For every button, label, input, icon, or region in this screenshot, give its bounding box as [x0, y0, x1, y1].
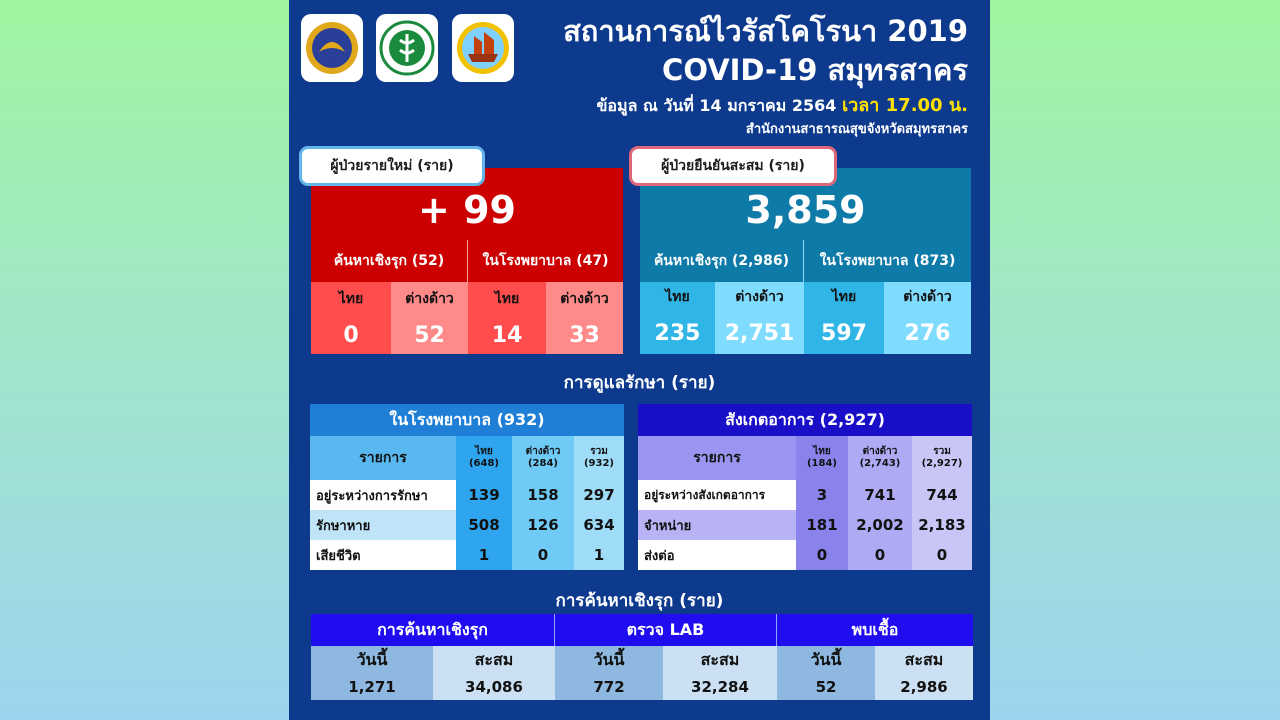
observe-row-label: ส่งต่อ [644, 548, 675, 564]
new-hospital: ในโรงพยาบาล (47) [468, 240, 623, 282]
new-foreign-label-2: ต่างด้าว [560, 291, 609, 307]
cum-value-foreign-hospital: 276 [904, 320, 951, 346]
observe-row-label: อยู่ระหว่างสังเกตอาการ [644, 487, 766, 502]
cum-foreign-label-2: ต่างด้าว [903, 289, 952, 305]
new-thai-label-2: ไทย [494, 291, 520, 307]
new-foreign-label: ต่างด้าว [405, 291, 454, 307]
hospital-cell: 1 [478, 546, 490, 564]
hospital-table-title: ในโรงพยาบาล (932) [310, 404, 624, 436]
ministry-of-public-health-icon [376, 14, 438, 82]
search-cum-label: สะสม [474, 649, 514, 669]
observe-cell: 744 [926, 486, 958, 504]
search-cum-value: 34,086 [465, 678, 523, 696]
new-value-thai-search: 0 [343, 322, 359, 348]
cum-thai-label: ไทย [665, 289, 690, 305]
hospital-total-count: (932) [583, 458, 614, 469]
hospital-row-label: รักษาหาย [316, 518, 371, 534]
care-section-title: การดูแลรักษา (ราย) [563, 373, 716, 393]
search-section-title: การค้นหาเชิงรุก (ราย) [555, 591, 724, 611]
new-value-thai-hospital: 14 [491, 322, 523, 348]
hospital-cell: 139 [468, 486, 500, 504]
hospital-foreign-count: (284) [527, 458, 558, 469]
observe-total-count: (2,927) [921, 458, 963, 469]
hospital-cell: 508 [468, 516, 500, 534]
cum-value-foreign-search: 2,751 [724, 320, 795, 346]
observe-header-total [912, 438, 972, 478]
hospital-cell: 158 [527, 486, 559, 504]
found-cum-value: 2,986 [900, 678, 948, 696]
junk-ship-emblem-icon [452, 14, 514, 82]
date-text: ข้อมูล ณ วันที่ 14 มกราคม 2564 [596, 96, 837, 115]
hospital-thai-count: (648) [468, 458, 499, 469]
search-today-label: วันนี้ [356, 649, 388, 669]
observe-foreign-count: (2,743) [859, 458, 901, 469]
hospital-row-label: เสียชีวิต [316, 548, 361, 564]
office-name: สำนักงานสาธารณสุขจังหวัดสมุทรสาคร [745, 122, 968, 137]
hospital-row-label: อยู่ระหว่างการรักษา [316, 488, 428, 504]
hospital-cell: 126 [527, 516, 559, 534]
search-group-title: การค้นหาเชิงรุก [311, 614, 555, 646]
hospital-cell: 1 [593, 546, 605, 564]
hospital-header-thai [456, 438, 512, 478]
observe-thai-count: (184) [806, 458, 837, 469]
new-cases-label: ผู้ป่วยรายใหม่ (ราย) [299, 146, 485, 186]
observe-cell: 0 [874, 546, 886, 564]
observe-cell: 2,183 [918, 516, 966, 534]
observe-foreign-label: ต่างด้าว [862, 446, 898, 457]
search-today-value: 1,271 [348, 678, 396, 696]
observe-row-label: จำหน่าย [644, 518, 692, 534]
lab-today-label: วันนี้ [593, 649, 625, 669]
cum-value-thai-hospital: 597 [821, 320, 867, 346]
hospital-header-total [574, 438, 624, 478]
observe-cell: 2,002 [856, 516, 904, 534]
time-text: เวลา 17.00 น. [841, 95, 968, 116]
hospital-header-item: รายการ [359, 450, 407, 466]
cum-active-search: ค้นหาเชิงรุก (2,986) [640, 240, 804, 282]
new-cases-total: + 99 [418, 188, 516, 232]
cumulative-label: ผู้ป่วยยืนยันสะสม (ราย) [629, 146, 837, 186]
observe-cell: 0 [816, 546, 828, 564]
title-line-2: COVID-19 สมุทรสาคร [662, 53, 968, 87]
new-active-search: ค้นหาเชิงรุก (52) [311, 240, 468, 282]
observe-cell: 741 [864, 486, 896, 504]
observe-cell: 181 [806, 516, 838, 534]
observe-cell: 3 [816, 486, 828, 504]
cum-hospital: ในโรงพยาบาล (873) [804, 240, 971, 282]
observe-table-title: สังเกตอาการ (2,927) [638, 404, 972, 436]
new-value-foreign-hospital: 33 [569, 322, 600, 348]
hospital-total-label: รวม [590, 446, 608, 457]
observe-header-item: รายการ [693, 450, 741, 466]
cum-value-thai-search: 235 [654, 320, 701, 346]
cumulative-total: 3,859 [745, 188, 866, 232]
search-group-title: พบเชื้อ [777, 614, 973, 646]
cum-thai-label-2: ไทย [831, 289, 857, 305]
hospital-cell: 0 [537, 546, 549, 564]
observe-header-thai [796, 438, 848, 478]
infographic-panel [289, 0, 990, 720]
found-cum-label: สะสม [904, 649, 944, 669]
date-line [596, 90, 968, 119]
hospital-header-foreign [512, 438, 574, 478]
search-group-title: ตรวจ LAB [555, 614, 777, 646]
lab-cum-value: 32,284 [691, 678, 749, 696]
province-seal-icon [301, 14, 363, 82]
hospital-thai-label: ไทย [475, 446, 493, 457]
new-value-foreign-search: 52 [414, 322, 445, 348]
found-today-label: วันนี้ [810, 649, 842, 669]
found-today-value: 52 [815, 678, 837, 696]
title-line-1: สถานการณ์ไวรัสโคโรนา 2019 [563, 14, 968, 48]
new-thai-label: ไทย [338, 291, 364, 307]
observe-total-label: รวม [933, 446, 951, 457]
cum-foreign-label: ต่างด้าว [735, 289, 784, 305]
observe-header-foreign [848, 438, 912, 478]
observe-thai-label: ไทย [813, 446, 831, 457]
observe-cell: 0 [936, 546, 948, 564]
hospital-cell: 634 [583, 516, 615, 534]
hospital-foreign-label: ต่างด้าว [525, 446, 561, 457]
hospital-cell: 297 [583, 486, 615, 504]
lab-today-value: 772 [593, 678, 625, 696]
lab-cum-label: สะสม [700, 649, 740, 669]
